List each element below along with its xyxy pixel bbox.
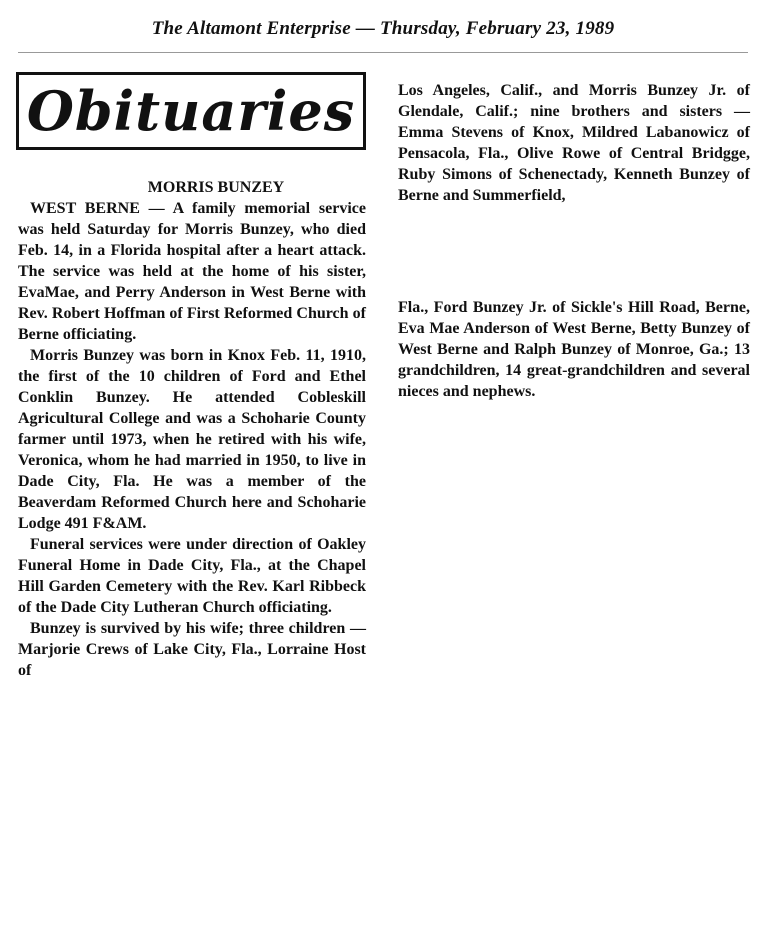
article-headline: MORRIS BUNZEY [147,179,285,196]
article-paragraph: Funeral services were under direction of Oakley Funeral Home in Dade City, Fla., at the Chapel Hill Garden Cemetery with the Rev. Karl Ribbeck of the Dade City Lutheran Church officiating. [18,536,366,616]
article-continuation: Los Angeles, Calif., and Morris Bunzey Jr. of Glendale, Calif.; nine brothers and sisters — Emma Stevens of Knox, Mildred Labanowicz of Pensacola, Fla., Olive Rowe of Central Bridgge, Ruby Simons of Schenectady, Kenneth Bunzey of Berne and Summerfield, [398,82,750,204]
article-column-left [18,178,366,681]
article-paragraph: Bunzey is survived by his wife; three children — Marjorie Crews of Lake City, Fla., Lorraine Host of [18,620,366,679]
article-continuation: Fla., Ford Bunzey Jr. of Sickle's Hill Road, Berne, Eva Mae Anderson of West Berne, Betty Bunzey of West Berne and Ralph Bunzey of Monroe, Ga.; 13 grandchildren, 14 great-grandchildren and several nieces and nephews. [398,299,750,400]
article-paragraph: WEST BERNE — A family memorial service was held Saturday for Morris Bunzey, who died Feb. 14, in a Florida hospital after a heart attack. The service was held at the home of his sister, EvaMae, and Perry Anderson in West Berne with Rev. Robert Hoffman of First Reformed Church of Berne officiating. [18,200,366,343]
masthead-rule [18,52,748,53]
section-title: Obituaries [26,79,356,143]
article-column-right-top [398,80,750,206]
article-paragraph: Morris Bunzey was born in Knox Feb. 11, 1910, the first of the 10 children of Ford and Ethel Conklin Bunzey. He attended Cobleskill Agricultural College and was a Schoharie County farmer until 1973, when he retired with his wife, Veronica, whom he had married in 1950, to live in Dade City, Fla. He was a member of the Beaverdam Reformed Church here and Schoharie Lodge 491 F&AM. [18,347,366,532]
section-title-box [16,72,366,150]
masthead: The Altamont Enterprise — Thursday, February 23, 1989 [151,18,615,39]
article-column-right-bottom [398,297,750,402]
